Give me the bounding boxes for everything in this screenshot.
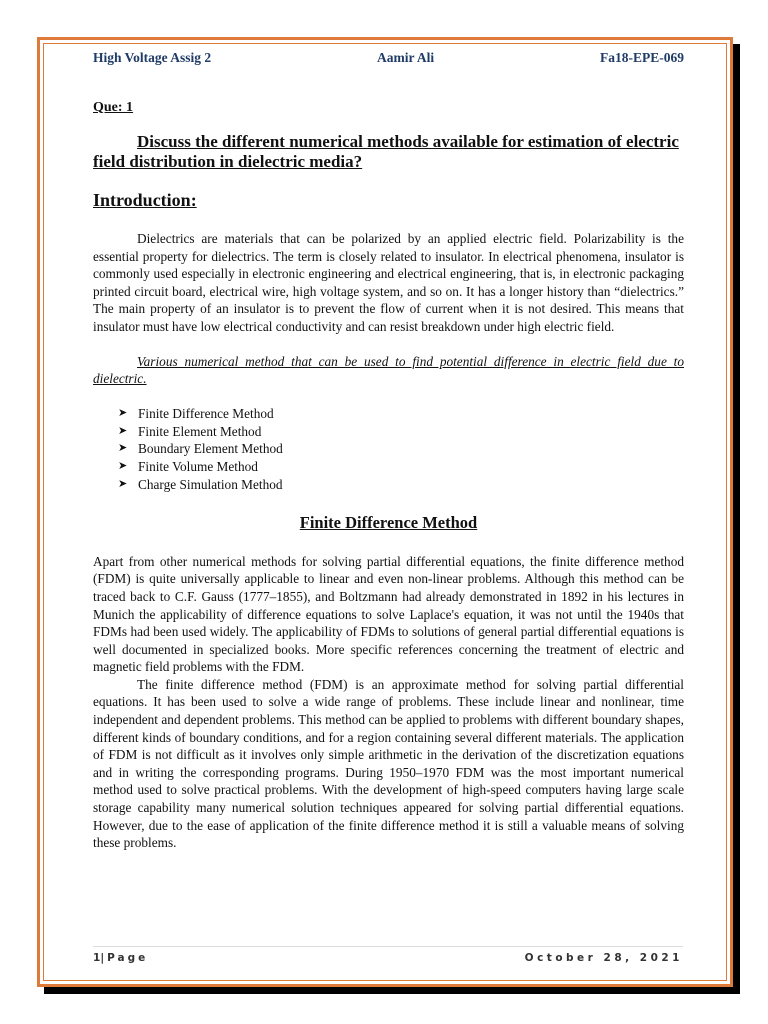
arrow-bullet-icon: ➤ bbox=[118, 406, 128, 419]
question-title: Discuss the different numerical methods available for estimation of electric field distribution in dielectric media? bbox=[93, 132, 679, 171]
methods-intro: Various numerical method that can be used to find potential difference in electric field due to dielectric. bbox=[93, 353, 684, 387]
list-item: ➤ Finite Difference Method bbox=[118, 405, 274, 421]
header-course: High Voltage Assig 2 bbox=[93, 50, 212, 65]
fdm-heading: Finite Difference Method bbox=[299, 512, 478, 532]
footer-date: October 28, 2021 bbox=[524, 952, 683, 964]
list-item: ➤ Charge Simulation Method bbox=[118, 476, 283, 492]
methods-list bbox=[118, 405, 684, 494]
header-author: Aamir Ali bbox=[377, 50, 435, 65]
header-id: Fa18-EPE-069 bbox=[600, 50, 684, 65]
page-frame bbox=[37, 37, 733, 987]
page-content bbox=[93, 50, 684, 852]
introduction-heading: Introduction: bbox=[93, 190, 197, 210]
introduction-paragraph: Dielectrics are materials that can be polarized by an applied electric field. Polarizability is the essential property for dielectrics. The term is closely related to insulator. In electrical phenomena, insulator is commonly used especially in electronic engineering and electrical engineering, that is, in electronic packaging printed circuit board, electrical wire, high voltage system, and so on. It has a longer history than “dielectrics.” The main property of an insulator is to prevent the flow of current when it is not desired. This means that insulator must have low electrical conductivity and can resist breakdown under high electric field. bbox=[93, 231, 684, 334]
page-footer bbox=[93, 946, 683, 964]
arrow-bullet-icon: ➤ bbox=[118, 477, 128, 490]
list-item: ➤ Finite Volume Method bbox=[118, 459, 258, 475]
list-item: ➤ Boundary Element Method bbox=[118, 441, 283, 457]
fdm-paragraph-1: Apart from other numerical methods for solving partial differential equations, the finite difference method (FDM) is quite universally applicable to linear and even non-linear problems. Although this method can be traced back to C.F. Gauss (1777–1855), and Boltzmann had already demonstrated in 1892 in his lectures in Munich the applicability of difference equations to solve Laplace's equation, it was not until the 1940s that FDMs had been used widely. The applicability of FDMs to solutions of general partial differential equations is well documented in specialized books. More specific references concerning the treatment of electric and magnetic field problems with the FDM. bbox=[93, 553, 684, 675]
list-item: ➤ Finite Element Method bbox=[118, 423, 262, 439]
page-header bbox=[93, 50, 684, 66]
question-label: Que: 1 bbox=[93, 100, 134, 115]
arrow-bullet-icon: ➤ bbox=[118, 424, 128, 437]
fdm-paragraph-2: The finite difference method (FDM) is an approximate method for solving partial differential equations. It has been used to solve a wide range of problems. These include linear and nonlinear, time independent and dependent problems. This method can be applied to problems with different boundary shapes, different kinds of boundary conditions, and for a region containing several different materials. The application of FDM is not difficult as it involves only simple arithmetic in the derivation of the discretization equations and in writing the corresponding programs. During 1950–1970 FDM was the most important numerical method used to solve practical problems. With the development of high-speed computers having large scale storage capability many numerical solution techniques appeared for solving partial differential equations. However, due to the ease of application of the finite difference method it is still a valuable means of solving these problems. bbox=[93, 676, 684, 851]
arrow-bullet-icon: ➤ bbox=[118, 442, 128, 455]
arrow-bullet-icon: ➤ bbox=[118, 460, 128, 473]
footer-page: 1|Page bbox=[93, 952, 149, 964]
